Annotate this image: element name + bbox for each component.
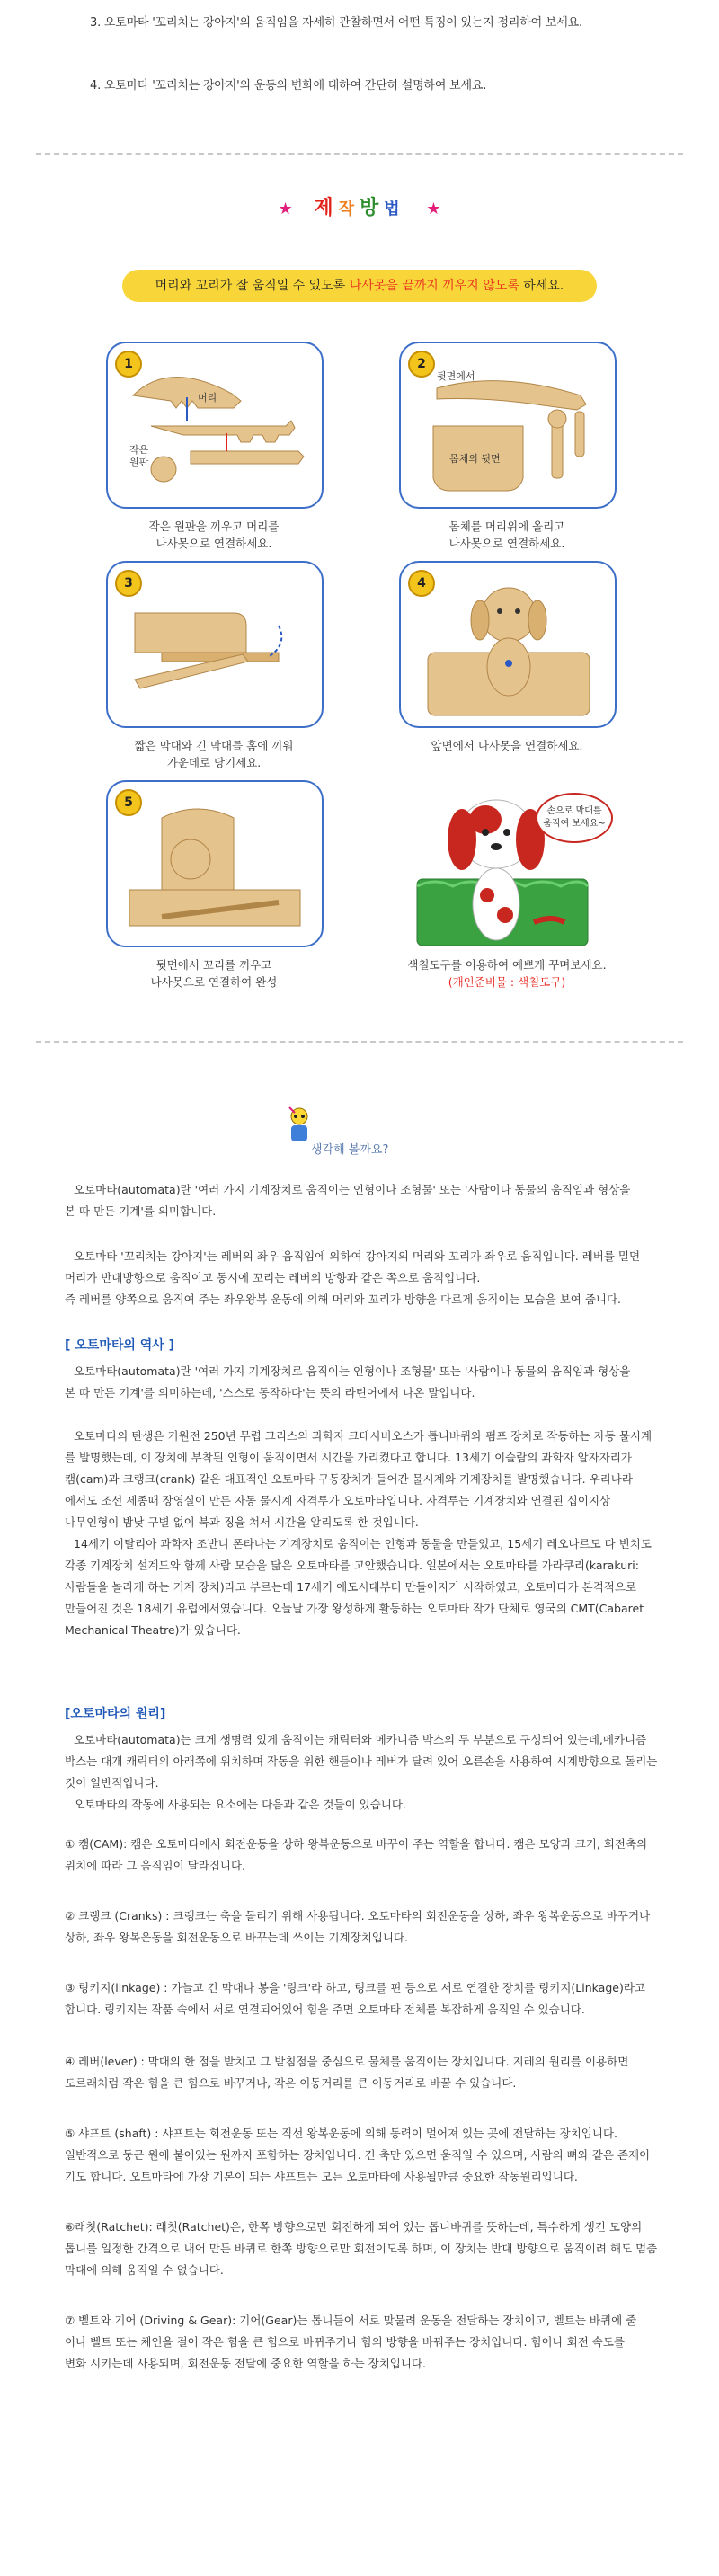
step-number: 3 — [115, 570, 142, 597]
banner-warning: 나사못을 끝까지 끼우지 않도록 — [349, 279, 519, 293]
caption-prep: (개인준비물 : 색칠도구) — [448, 975, 566, 989]
step-1-card — [106, 342, 324, 509]
caption-line: 나사못으로 연결하여 완성 — [150, 975, 278, 989]
bubble-line: 손으로 막대를 — [546, 806, 602, 816]
text-line: 14세기 이탈리아 과학자 조반니 폰타나는 기계장치로 움직이는 인형과 동물을 만들었고, 15세기 레오나르도 다 빈치도 — [74, 1537, 652, 1550]
text-line: ⑦ 벨트와 기어 (Driving & Gear): 기어(Gear)는 톱니들이 서로 맞물려 운동을 전달하는 장치이고, 벨트는 바퀴에 줄 — [65, 2314, 637, 2327]
step-5-caption — [79, 956, 349, 990]
banner-text-end: 하세요. — [519, 279, 564, 293]
text-line: 도르래처럼 작은 힘을 큰 힘으로 바꾸거나, 작은 이동거리를 큰 이동거리로 바꿀 수 있습니다. — [65, 2076, 517, 2090]
caption-line: 뒷면에서 꼬리를 끼우고 — [155, 958, 272, 972]
caption-line: 색칠도구를 이용하여 예쁘게 꾸며보세요. — [407, 958, 607, 972]
history-paragraph-1 — [65, 1361, 658, 1404]
text-line: 사람들을 놀라게 하는 기계 장치)라고 부르는데 17세기 에도시대부터 만들어지기 시작하였고, 오토마타가 본격적으로 — [65, 1580, 636, 1594]
text-line: ⑤ 샤프트 (shaft) : 샤프트는 회전운동 또는 직선 왕복운동에 의해 동력이 멀어져 있는 곳에 전달하는 장치입니다. — [65, 2127, 617, 2140]
principle-paragraph — [65, 1729, 658, 1816]
text-line: 를 발명했는데, 이 장치에 부착된 인형이 움직이면서 시간을 가리켰다고 합니다. 13세기 이슬람의 과학자 알자자리가 — [65, 1451, 632, 1464]
text-line: 박스는 대개 캐릭터의 아래쪽에 위치하며 작동을 위한 핸들이나 레버가 달려 있어 오른손을 사용하여 시계방향으로 돌리는 — [65, 1754, 658, 1768]
caption-line: 나사못으로 연결하세요. — [155, 537, 272, 550]
text-line: ② 크랭크 (Cranks) : 크랭크는 축을 돌리기 위해 사용됩니다. 오토마타의 회전운동을 상하, 좌우 왕복운동으로 바꾸거나 — [65, 1909, 651, 1923]
title-char: 작 — [338, 200, 360, 218]
star-icon: ★ — [278, 200, 293, 218]
question-4: 4. 오토마타 '꼬리치는 강아지'의 운동의 변화에 대하여 간단히 설명하여 보세요. — [90, 79, 487, 93]
tag-back: 뒷면에서 — [437, 370, 475, 382]
intro-paragraph-2 — [65, 1246, 658, 1310]
text-line: 머리가 반대방향으로 움직이고 동시에 꼬리는 레버의 방향과 같은 쪽으로 움직입니다. — [65, 1271, 481, 1284]
thinking-character-icon — [286, 1106, 313, 1145]
step-number: 5 — [115, 789, 142, 816]
text-line: 만들어진 것은 18세기 유럽에서였습니다. 오늘날 가장 왕성하게 활동하는 오토마타 작가 단체로 영국의 CMT(Cabaret — [65, 1602, 644, 1615]
title-char: 방 — [360, 197, 385, 219]
crank-item — [65, 1905, 658, 1949]
text-line: 위치에 따라 그 움직임이 달라집니다. — [65, 1859, 245, 1872]
principle-heading: [오토마타의 원리] — [65, 1707, 166, 1721]
text-line: 톱니를 일정한 간격으로 내어 만든 바퀴로 한쪽 방향으로만 회전이도록 하며, 이 장치는 반대 방향으로 움직이려 해도 멈춤 — [65, 2242, 658, 2255]
text-line: 합니다. 링키지는 작품 속에서 서로 연결되어있어 힘을 주면 오토마타 전체를 복잡하게 움직일 수 있습니다. — [65, 2003, 585, 2016]
caption-line: 앞면에서 나사못을 연결하세요. — [431, 739, 583, 752]
text-line: 변화 시키는데 사용되며, 회전운동 전달에 중요한 역할을 하는 장치입니다. — [65, 2357, 426, 2370]
text-line: 오토마타의 탄생은 기원전 250년 무렵 그리스의 과학자 크테시비오스가 톱니바퀴와 펌프 장치로 작동하는 자동 물시계 — [74, 1429, 652, 1443]
divider — [36, 1041, 683, 1043]
text-line: 이나 벨트 또는 체인을 걸어 작은 힘을 큰 힘으로 바뀌주거나 힘의 방향을 바꿔주는 장치입니다. 힘이나 회전 속도를 — [65, 2335, 625, 2349]
finished-dog-illustration — [399, 780, 624, 951]
step-2-card — [399, 342, 617, 509]
text-line: 캠(cam)과 크랭크(crank) 같은 대표적인 오토마타 구동장치가 들어간 물시계와 기계장치를 발명했습니다. 우리나라 — [65, 1472, 633, 1486]
tag-head: 머리 — [198, 392, 217, 404]
method-title — [0, 192, 719, 220]
step-2-caption — [372, 518, 642, 552]
text-line: 막대에 의해 움직일 수 없습니다. — [65, 2263, 224, 2277]
star-icon: ★ — [426, 200, 441, 218]
history-paragraph-2 — [65, 1426, 658, 1641]
tag-body-back: 몸체의 뒷면 — [449, 453, 501, 465]
text-line: ④ 레버(lever) : 막대의 한 점을 받치고 그 받침점을 중심으로 물체를 움직이는 장치입니다. 지레의 원리를 이용하면 — [65, 2055, 629, 2068]
cam-item — [65, 1834, 658, 1877]
step-1-caption — [79, 518, 349, 552]
text-line: ③ 링키지(linkage) : 가늘고 긴 막대나 봉을 '링크'라 하고, 링크를 핀 등으로 서로 연결한 장치를 링키지(Linkage)라고 — [65, 1981, 645, 1994]
text-line: 각종 기계장치 설계도와 함께 사람 모습을 닮은 오토마타를 고안했습니다. 일본에서는 오토마타를 가라쿠리(karakuri: — [65, 1559, 639, 1572]
think-label: 생각해 볼까요? — [311, 1143, 389, 1157]
step-3-card — [106, 561, 324, 728]
caption-line: 짧은 막대와 긴 막대를 홈에 끼워 — [134, 739, 294, 752]
text-line: 에서도 조선 세종때 장영실이 만든 자동 물시계 자격루가 오토마타입니다. 자격루는 기계장치와 연결된 십이지상 — [65, 1494, 611, 1507]
caption-line: 몸체를 머리위에 올리고 — [448, 520, 565, 533]
title-char: 제 — [314, 197, 339, 219]
step-number: 4 — [408, 570, 435, 597]
caption-line: 가운데로 당기세요. — [166, 756, 262, 769]
shaft-item — [65, 2123, 658, 2188]
step-4-card — [399, 561, 617, 728]
text-line: 본 따 만든 기계'를 의미하는데, '스스로 동작하다'는 뜻의 라틴어에서 나온 말입니다. — [65, 1386, 475, 1399]
step-number: 2 — [408, 351, 435, 378]
question-3: 3. 오토마타 '꼬리치는 강아지'의 움직임을 자세히 관찰하면서 어떤 특징이 있는지 정리하여 보세요. — [90, 16, 582, 30]
history-heading: [ 오토마타의 역사 ] — [65, 1338, 175, 1353]
text-line: 오토마타 '꼬리치는 강아지'는 레버의 좌우 움직임에 의하여 강아지의 머리와 꼬리가 좌우로 움직입니다. 레버를 밀면 — [74, 1249, 641, 1263]
ratchet-item — [65, 2216, 658, 2281]
linkage-item — [65, 1977, 658, 2021]
belt-gear-item — [65, 2310, 658, 2375]
lever-item — [65, 2051, 658, 2094]
caption-line: 나사못으로 연결하세요. — [448, 537, 565, 550]
text-line: 즉 레버를 양쪽으로 움직여 주는 좌우왕복 운동에 의해 머리와 꼬리가 방향을 다르게 움직이는 모습을 보여 줍니다. — [65, 1292, 622, 1306]
text-line: ⑥래칫(Ratchet): 래칫(Ratchet)은, 한쪽 방향으로만 회전하게 되어 있는 톱니바퀴를 뜻하는데, 특수하게 생긴 모양의 — [65, 2220, 643, 2234]
intro-paragraph-1 — [65, 1179, 658, 1222]
instruction-banner — [122, 270, 597, 302]
caption-line: 작은 원판을 끼우고 머리를 — [148, 520, 280, 533]
text-line: 기도 합니다. 오토마타에 가장 기본이 되는 샤프트는 모든 오토마타에 사용될만큼 중요한 작동원리입니다. — [65, 2170, 578, 2183]
text-line: Mechanical Theatre)가 있습니다. — [65, 1623, 241, 1637]
text-line: ① 캠(CAM): 캠은 오토마타에서 회전운동을 상하 왕복운동으로 바꾸어 주는 역할을 합니다. 캠은 모양과 크기, 회전축의 — [65, 1837, 648, 1851]
bubble-line: 움직여 보세요~ — [543, 819, 606, 829]
text-line: 상하, 좌우 왕복운동을 회전운동으로 바꾸는데 쓰이는 기계장치입니다. — [65, 1931, 408, 1944]
step-3-caption — [79, 737, 349, 771]
divider — [36, 153, 683, 155]
step-5-card — [106, 780, 324, 947]
text-line: 본 따 만든 기계'를 의미합니다. — [65, 1204, 217, 1218]
tag-disc: 원판 — [129, 457, 149, 468]
banner-text: 머리와 꼬리가 잘 움직일 수 있도록 — [155, 279, 350, 293]
text-line: 것이 일반적입니다. — [65, 1776, 159, 1790]
text-line: 나무인형이 밤낮 구별 없이 북과 징을 쳐서 시간을 알리도록 한 것입니다. — [65, 1515, 419, 1529]
character-svg — [286, 1106, 313, 1145]
text-line: 오토마타(automata)는 크게 생명력 있게 움직이는 캐릭터와 메카니즘 박스의 두 부분으로 구성되어 있는데,메카니즘 — [74, 1733, 647, 1746]
text-line: 오토마타의 작동에 사용되는 요소에는 다음과 같은 것들이 있습니다. — [74, 1798, 406, 1811]
text-line: 오토마타(automata)란 '여러 가지 기계장치로 움직이는 인형이나 조형물' 또는 '사람이나 동물의 움직임과 형상을 — [74, 1364, 631, 1378]
title-char: 법 — [384, 200, 405, 218]
speech-bubble — [536, 793, 613, 843]
text-line: 일반적으로 둥근 원에 붙어있는 원까지 포함하는 장치입니다. 긴 축만 있으면 움직일 수 있으며, 사람의 뼈와 같은 존재이 — [65, 2148, 651, 2162]
step-number: 1 — [115, 351, 142, 378]
text-line: 오토마타(automata)란 '여러 가지 기계장치로 움직이는 인형이나 조형물' 또는 '사람이나 동물의 움직임과 형상을 — [74, 1183, 631, 1196]
step-4-caption — [372, 737, 642, 754]
tag-small: 작은 — [129, 444, 149, 456]
step-6-caption — [372, 956, 642, 990]
